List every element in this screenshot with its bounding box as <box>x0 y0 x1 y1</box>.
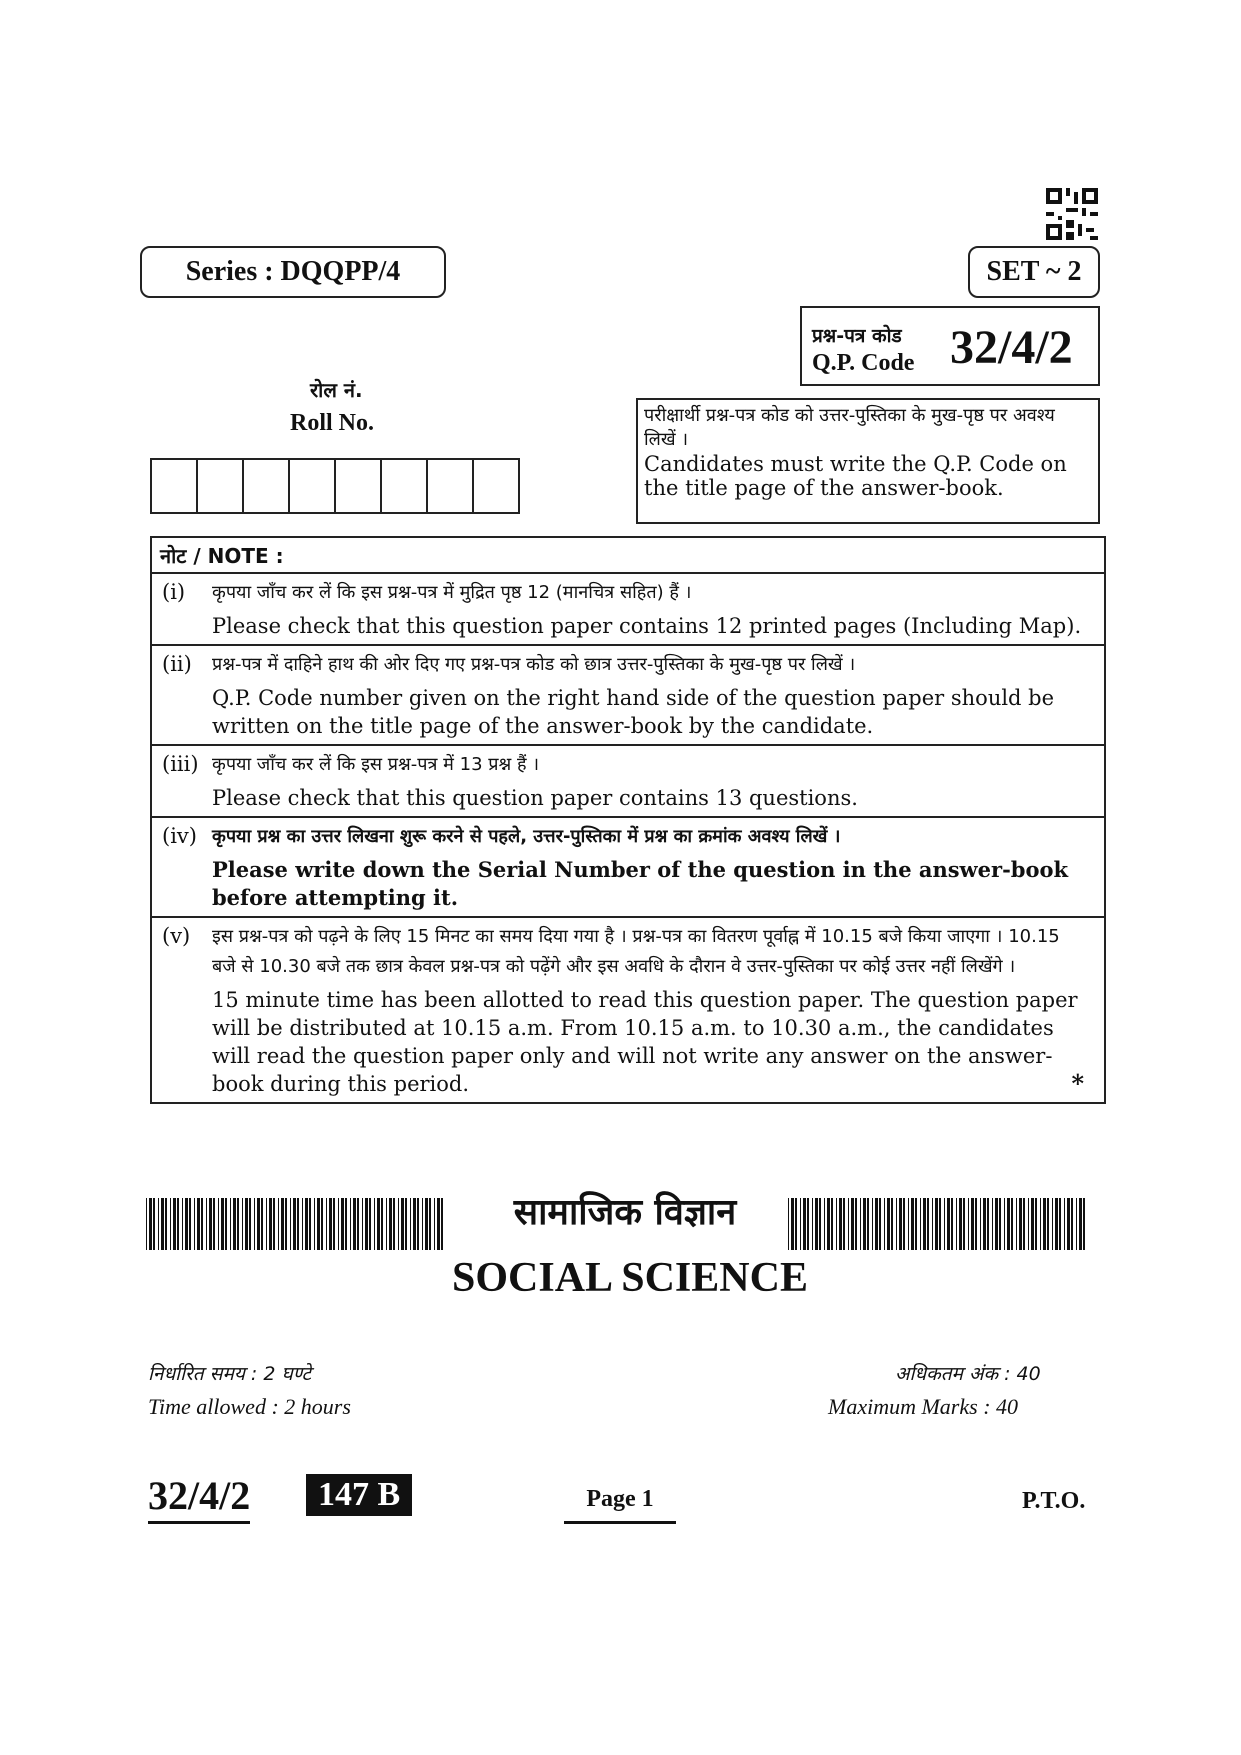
series-label: Series : DQQPP/4 <box>140 246 446 298</box>
barcode-bar <box>992 1198 993 1250</box>
barcode-bar <box>971 1198 974 1250</box>
barcode-bar <box>317 1198 320 1250</box>
barcode-bar <box>788 1198 789 1250</box>
barcode-bar <box>401 1198 404 1250</box>
barcode-bar <box>281 1198 284 1250</box>
barcode-bar <box>225 1198 227 1250</box>
barcode-bar <box>812 1198 813 1250</box>
barcode-bar <box>266 1198 267 1250</box>
maximum-marks: Maximum Marks : 40 <box>828 1394 1019 1419</box>
barcode-bar <box>206 1198 207 1250</box>
barcode-bar <box>314 1198 315 1250</box>
barcode-bar <box>836 1198 837 1250</box>
barcode-bar <box>201 1198 203 1250</box>
note-item <box>152 646 1104 746</box>
note-item-hindi: कृपया जाँच कर लें कि इस प्रश्न-पत्र में मुद्रित पृष्ठ 12 (मानचित्र सहित) हैं । <box>212 582 692 603</box>
barcode-left-icon <box>146 1198 446 1250</box>
subject-title-hindi: सामाजिक विज्ञान <box>513 1192 737 1233</box>
barcode-bar <box>839 1198 842 1250</box>
barcode-bar <box>867 1198 869 1250</box>
barcode-bar <box>903 1198 905 1250</box>
barcode-bar <box>398 1198 399 1250</box>
barcode-bar <box>182 1198 183 1250</box>
barcode-bar <box>995 1198 998 1250</box>
barcode-bar <box>1023 1198 1025 1250</box>
barcode-bar <box>819 1198 821 1250</box>
barcode-bar <box>927 1198 929 1250</box>
note-item-number: (iii) <box>162 752 199 776</box>
qr-code-icon <box>1046 188 1098 240</box>
barcode-bar <box>795 1198 797 1250</box>
barcode-bar <box>189 1198 191 1250</box>
barcode-bar <box>855 1198 857 1250</box>
roll-no-cell[interactable] <box>474 460 520 512</box>
barcode-bar <box>441 1198 443 1250</box>
barcode-bar <box>422 1198 423 1250</box>
set-label: SET ~ 2 <box>968 246 1100 298</box>
note-item <box>152 918 1104 1102</box>
barcode-bar <box>249 1198 251 1250</box>
barcode-bar <box>413 1198 416 1250</box>
time-allowed-hindi: निर्धारित समय : 2 घण्टे <box>148 1363 312 1385</box>
barcode-bar <box>293 1198 296 1250</box>
barcode-bar <box>987 1198 989 1250</box>
barcode-bar <box>887 1198 890 1250</box>
barcode-bar <box>437 1198 440 1250</box>
roll-no-boxes <box>150 458 520 514</box>
barcode-bar <box>389 1198 392 1250</box>
barcode-bar <box>1083 1198 1085 1250</box>
barcode-bar <box>983 1198 986 1250</box>
barcode-bar <box>173 1198 176 1250</box>
barcode-bar <box>1052 1198 1053 1250</box>
barcode-bar <box>209 1198 212 1250</box>
maximum-marks-hindi: अधिकतम अंक : 40 <box>895 1363 1041 1385</box>
barcode-bar <box>875 1198 878 1250</box>
barcode-bar <box>807 1198 809 1250</box>
candidate-instruction-box <box>636 398 1100 524</box>
note-table <box>150 536 1106 1104</box>
candidate-instruction-hindi: परीक्षार्थी प्रश्न-पत्र कोड को उत्तर-पुस्तिका के मुख-पृष्ठ पर अवश्य लिखें । <box>644 405 1055 450</box>
barcode-bar <box>405 1198 407 1250</box>
barcode-bar <box>254 1198 255 1250</box>
footer-qp-code: 32/4/2 <box>148 1472 250 1524</box>
note-item-english-text: 15 minute time has been allotted to read this question paper. The question paper will be distributed at 10.15 a.m. From 10.15 a.m. to 10.30 a.m., the candidates will read the question paper only and will not write any answer on the answer-book during this period. <box>212 988 1078 1096</box>
note-item-hindi: कृपया प्रश्न का उत्तर लिखना शुरू करने से पहले, उत्तर-पुस्तिका में प्रश्न का क्रमांक अवश्य लिखें । <box>212 826 841 847</box>
barcode-bar <box>357 1198 359 1250</box>
barcode-bar <box>197 1198 200 1250</box>
barcode-bar <box>297 1198 299 1250</box>
barcode-bar <box>911 1198 914 1250</box>
barcode-bar <box>951 1198 953 1250</box>
barcode-bar <box>851 1198 854 1250</box>
page-number: Page 1 <box>564 1486 676 1524</box>
barcode-bar <box>417 1198 419 1250</box>
barcode-bar <box>968 1198 969 1250</box>
roll-no-cell[interactable] <box>382 460 428 512</box>
note-item-english: Please check that this question paper contains 12 printed pages (Including Map). <box>212 614 1082 638</box>
barcode-bar <box>149 1198 152 1250</box>
barcode-bar <box>1035 1198 1037 1250</box>
barcode-bar <box>879 1198 881 1250</box>
barcode-bar <box>410 1198 411 1250</box>
barcode-bar <box>1079 1198 1082 1250</box>
barcode-bar <box>242 1198 243 1250</box>
note-item-hindi: प्रश्न-पत्र में दाहिने हाथ की ओर दिए गए प्रश्न-पत्र कोड को छात्र उत्तर-पुस्तिका के मुख-पृष्ठ पर लिखें । <box>212 654 856 675</box>
barcode-bar <box>233 1198 236 1250</box>
note-item <box>152 818 1104 918</box>
barcode-bar <box>362 1198 363 1250</box>
footer-badge: 147 B <box>306 1474 412 1516</box>
barcode-bar <box>944 1198 945 1250</box>
subject-title: SOCIAL SCIENCE <box>452 1255 808 1301</box>
barcode-bar <box>257 1198 260 1250</box>
roll-no-label: Roll No. <box>290 410 374 436</box>
barcode-bar <box>285 1198 287 1250</box>
barcode-bar <box>800 1198 801 1250</box>
barcode-bar <box>158 1198 159 1250</box>
note-item-number: (i) <box>162 580 186 604</box>
barcode-bar <box>999 1198 1001 1250</box>
barcode-bar <box>980 1198 981 1250</box>
barcode-bar <box>333 1198 335 1250</box>
roll-no-cell[interactable] <box>198 460 244 512</box>
barcode-bar <box>860 1198 861 1250</box>
barcode-bar <box>956 1198 957 1250</box>
note-heading: नोट / NOTE : <box>152 538 1104 574</box>
barcode-bar <box>963 1198 965 1250</box>
barcode-bar <box>338 1198 339 1250</box>
barcode-bar <box>915 1198 917 1250</box>
barcode-bar <box>1028 1198 1029 1250</box>
barcode-bar <box>305 1198 308 1250</box>
barcode-bar <box>824 1198 825 1250</box>
qp-code-label: Q.P. Code <box>812 350 915 376</box>
roll-no-cell[interactable] <box>290 460 336 512</box>
barcode-bar <box>146 1198 147 1250</box>
barcode-bar <box>891 1198 893 1250</box>
barcode-bar <box>1007 1198 1010 1250</box>
roll-no-cell[interactable] <box>336 460 382 512</box>
note-item-number: (iv) <box>162 824 197 848</box>
barcode-bar <box>1011 1198 1013 1250</box>
barcode-bar <box>843 1198 845 1250</box>
note-item-english <box>212 986 1084 1098</box>
note-item <box>152 574 1104 646</box>
barcode-bar <box>1059 1198 1061 1250</box>
barcode-bar <box>377 1198 380 1250</box>
barcode-bar <box>321 1198 323 1250</box>
qp-code-hindi-label: प्रश्न-पत्र कोड <box>812 325 902 347</box>
barcode-bar <box>269 1198 272 1250</box>
barcode-bar <box>326 1198 327 1250</box>
barcode-bar <box>393 1198 395 1250</box>
barcode-bar <box>386 1198 387 1250</box>
roll-no-cell[interactable] <box>152 460 198 512</box>
note-item-english: Q.P. Code number given on the right hand side of the question paper should be written on the title page of the answer-book by the candidate. <box>212 686 1055 738</box>
barcode-bar <box>932 1198 933 1250</box>
barcode-bar <box>1004 1198 1005 1250</box>
barcode-bar <box>273 1198 275 1250</box>
barcode-bar <box>161 1198 164 1250</box>
star-mark: * <box>1071 1069 1084 1098</box>
note-item-hindi: इस प्रश्न-पत्र को पढ़ने के लिए 15 मिनट का समय दिया गया है । प्रश्न-पत्र का वितरण पूर्वाह्न में 10.15 बजे किया जाएगा । 10.15 बजे से 10.30 बजे तक छात्र केवल प्रश्न-पत्र को पढ़ेंगे और इस अवधि के दौरान वे उत्तर-पुस्तिका पर कोई उत्तर नहीं लिखेंगे । <box>212 926 1060 977</box>
barcode-bar <box>923 1198 926 1250</box>
barcode-bar <box>872 1198 873 1250</box>
barcode-bar <box>365 1198 368 1250</box>
barcode-bar <box>1067 1198 1070 1250</box>
barcode-bar <box>237 1198 239 1250</box>
barcode-bar <box>329 1198 332 1250</box>
note-item <box>152 746 1104 818</box>
barcode-bar <box>345 1198 347 1250</box>
barcode-bar <box>939 1198 941 1250</box>
barcode-bar <box>230 1198 231 1250</box>
barcode-bar <box>177 1198 179 1250</box>
barcode-bar <box>899 1198 902 1250</box>
barcode-bar <box>803 1198 806 1250</box>
barcode-bar <box>791 1198 794 1250</box>
barcode-bar <box>827 1198 830 1250</box>
barcode-bar <box>245 1198 248 1250</box>
barcode-bar <box>221 1198 224 1250</box>
qp-code-value: 32/4/2 <box>950 321 1073 374</box>
barcode-bar <box>1071 1198 1073 1250</box>
candidate-instruction-english: Candidates must write the Q.P. Code on the title page of the answer-book. <box>644 452 1067 500</box>
barcode-right-icon <box>788 1198 1088 1250</box>
barcode-bar <box>1031 1198 1034 1250</box>
barcode-bar <box>290 1198 291 1250</box>
barcode-bar <box>153 1198 155 1250</box>
barcode-bar <box>213 1198 215 1250</box>
note-item-hindi: कृपया जाँच कर लें कि इस प्रश्न-पत्र में 13 प्रश्न हैं । <box>212 754 540 775</box>
barcode-bar <box>353 1198 356 1250</box>
barcode-bar <box>425 1198 428 1250</box>
barcode-bar <box>302 1198 303 1250</box>
barcode-bar <box>1047 1198 1049 1250</box>
barcode-bar <box>261 1198 263 1250</box>
barcode-bar <box>975 1198 977 1250</box>
barcode-bar <box>369 1198 371 1250</box>
barcode-bar <box>165 1198 167 1250</box>
barcode-bar <box>848 1198 849 1250</box>
barcode-bar <box>194 1198 195 1250</box>
barcode-bar <box>920 1198 921 1250</box>
barcode-bar <box>1076 1198 1077 1250</box>
barcode-bar <box>831 1198 833 1250</box>
barcode-bar <box>341 1198 344 1250</box>
barcode-bar <box>815 1198 818 1250</box>
barcode-bar <box>170 1198 171 1250</box>
barcode-bar <box>896 1198 897 1250</box>
barcode-bar <box>884 1198 885 1250</box>
time-allowed: Time allowed : 2 hours <box>148 1394 351 1419</box>
roll-no-hindi-label: रोल नं. <box>310 378 363 402</box>
roll-no-cell[interactable] <box>428 460 474 512</box>
roll-no-cell[interactable] <box>244 460 290 512</box>
barcode-bar <box>434 1198 435 1250</box>
note-item-english: Please check that this question paper contains 13 questions. <box>212 786 858 810</box>
barcode-bar <box>350 1198 351 1250</box>
barcode-bar <box>1064 1198 1065 1250</box>
barcode-bar <box>278 1198 279 1250</box>
barcode-bar <box>1040 1198 1041 1250</box>
barcode-bar <box>908 1198 909 1250</box>
note-item-number: (v) <box>162 924 191 948</box>
barcode-bar <box>1043 1198 1046 1250</box>
barcode-bar <box>429 1198 431 1250</box>
barcode-bar <box>309 1198 311 1250</box>
barcode-bar <box>218 1198 219 1250</box>
barcode-bar <box>863 1198 866 1250</box>
barcode-bar <box>1019 1198 1022 1250</box>
barcode-bar <box>1016 1198 1017 1250</box>
note-item-number: (ii) <box>162 652 192 676</box>
barcode-bar <box>959 1198 962 1250</box>
barcode-bar <box>947 1198 950 1250</box>
barcode-bar <box>374 1198 375 1250</box>
barcode-bar <box>1055 1198 1058 1250</box>
pto-label: P.T.O. <box>1022 1488 1086 1514</box>
barcode-bar <box>185 1198 188 1250</box>
barcode-bar <box>381 1198 383 1250</box>
barcode-bar <box>935 1198 938 1250</box>
note-item-english: Please write down the Serial Number of the question in the answer-book before attempting it. <box>212 857 1069 910</box>
